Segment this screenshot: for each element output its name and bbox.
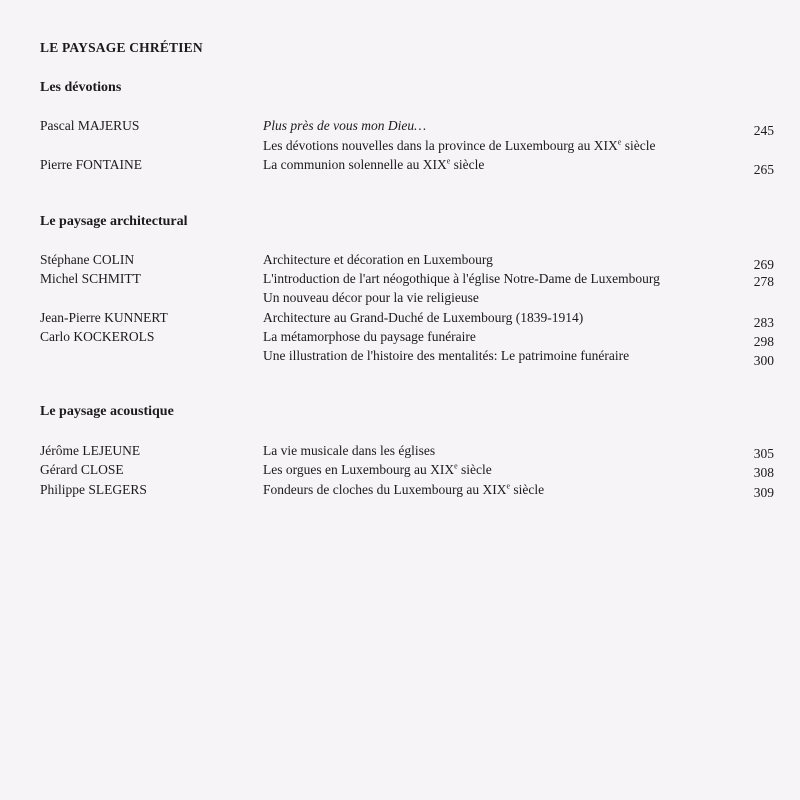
page-number: 278 — [753, 274, 774, 289]
article-title: La vie musicale dans les églises — [263, 443, 436, 458]
author-name: Pascal MAJERUS — [40, 118, 140, 133]
toc-row — [0, 482, 800, 502]
author-name: Carlo KOCKEROLS — [40, 329, 155, 344]
toc-row — [0, 138, 800, 158]
toc-row — [0, 329, 800, 349]
author-name: Philippe SLEGERS — [40, 482, 147, 497]
toc-row — [0, 252, 800, 272]
toc-row — [0, 290, 800, 310]
toc-row — [0, 310, 800, 330]
article-title: L'introduction de l'art néogothique à l'église Notre-Dame de Luxembourg — [263, 271, 660, 286]
article-title: Un nouveau décor pour la vie religieuse — [263, 290, 479, 305]
article-title: Une illustration de l'histoire des mentalités: Le patrimoine funéraire — [263, 348, 630, 363]
article-title: Fondeurs de cloches du Luxembourg au XIXe siècle — [263, 481, 545, 497]
page-number: 308 — [753, 465, 774, 480]
page-number: 245 — [753, 123, 774, 138]
section-title-acoustic: Le paysage acoustique — [40, 404, 174, 419]
author-name: Michel SCHMITT — [40, 271, 141, 286]
article-title: Plus près de vous mon Dieu… — [263, 118, 427, 133]
article-title: Les orgues en Luxembourg au XIXe siècle — [263, 461, 492, 477]
article-title: Les dévotions nouvelles dans la province de Luxembourg au XIXe siècle — [263, 137, 656, 153]
section-title-devotions: Les dévotions — [40, 80, 122, 95]
page-number: 265 — [753, 162, 774, 177]
page-number: 298 — [753, 334, 774, 349]
page-number: 305 — [753, 446, 774, 461]
toc-row — [0, 271, 800, 291]
toc-row — [0, 443, 800, 463]
toc-row — [0, 462, 800, 482]
toc-row — [0, 118, 800, 138]
author-name: Jérôme LEJEUNE — [40, 443, 141, 458]
part-title: LE PAYSAGE CHRÉTIEN — [40, 40, 203, 55]
page-number: 269 — [753, 257, 774, 272]
article-title: La métamorphose du paysage funéraire — [263, 329, 476, 344]
toc-row — [0, 157, 800, 177]
article-title: Architecture au Grand-Duché de Luxembourg (1839-1914) — [263, 310, 584, 325]
page-number: 300 — [753, 353, 774, 368]
page-number: 283 — [753, 315, 774, 330]
author-name: Jean-Pierre KUNNERT — [40, 310, 168, 325]
author-name: Stéphane COLIN — [40, 252, 135, 267]
author-name: Gérard CLOSE — [40, 462, 124, 477]
author-name: Pierre FONTAINE — [40, 157, 143, 172]
section-title-architectural: Le paysage architectural — [40, 214, 188, 229]
page-number: 309 — [753, 485, 774, 500]
toc-row — [0, 348, 800, 368]
article-title: La communion solennelle au XIXe siècle — [263, 156, 485, 172]
article-title: Architecture et décoration en Luxembourg — [263, 252, 493, 267]
